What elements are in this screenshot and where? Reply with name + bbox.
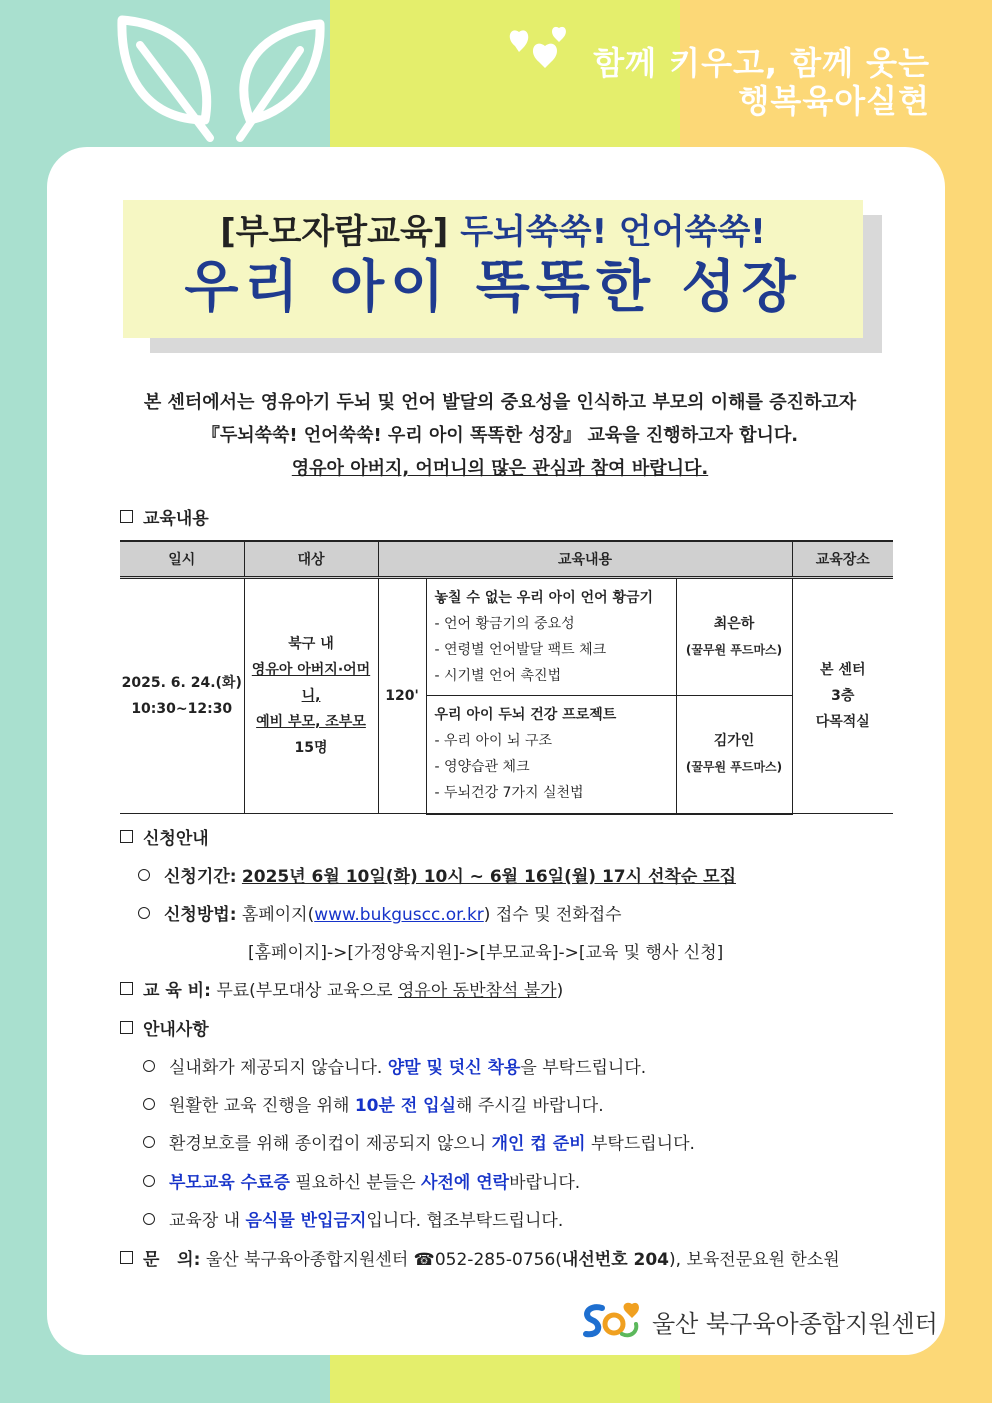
intro-line3: 영유아 아버지, 어머니의 많은 관심과 참여 바랍니다. [291, 458, 709, 479]
cell-instructor1: 최은하 (꿀무원 푸드마스) [676, 578, 792, 696]
header-place: 교육장소 [792, 541, 893, 578]
bullet-circle-icon [143, 1060, 155, 1072]
title-box [123, 200, 863, 338]
slogan [593, 44, 930, 120]
apply-method: 신청방법: 홈페이지(www.bukguscc.or.kr) 접수 및 전화접수 [138, 900, 622, 925]
table-header-row [120, 541, 893, 578]
cell-duration: 120' [378, 578, 426, 814]
notice-item-3: 환경보호를 위해 종이컵이 제공되지 않으니 개인 컵 준비 부탁드립니다. [143, 1129, 695, 1154]
apply-method-path: [홈페이지]->[가정양육지원]->[부모교육]->[교육 및 행사 신청] [248, 943, 724, 963]
notice-item-1: 실내화가 제공되지 않습니다. 양말 및 덧신 착용을 부탁드립니다. [143, 1053, 646, 1078]
contact-line: 문 의: 울산 북구육아종합지원센터 ☎052-285-0756(내선번호 204), 보육전문요원 한소원 [120, 1245, 840, 1270]
hearts-icon [505, 22, 575, 72]
checkbox-square-icon [120, 1021, 133, 1034]
checkbox-square-icon [120, 982, 133, 995]
title-prefix: [부모자람교육] [220, 212, 449, 252]
bullet-circle-icon [143, 1136, 155, 1148]
intro-text [100, 386, 900, 485]
checkbox-square-icon [120, 510, 133, 523]
cell-session2: 우리 아이 두뇌 건강 프로젝트 - 우리 아이 뇌 구조 - 영양습관 체크 - 두뇌건강 7가지 실천법 [426, 696, 676, 814]
section-notice-heading: 안내사항 [120, 1015, 209, 1040]
intro-line1: 본 센터에서는 영유아기 두뇌 및 언어 발달의 중요성을 인식하고 부모의 이해를 증진하고자 [143, 392, 857, 413]
cell-place: 본 센터 3층 다목적실 [792, 578, 893, 814]
notice-item-4: 부모교육 수료증 필요하신 분들은 사전에 연락바랍니다. [143, 1168, 580, 1193]
bullet-circle-icon [143, 1098, 155, 1110]
title-highlight: 두뇌쑥쑥! 언어쑥쑥! [460, 212, 766, 252]
header-content: 교육내용 [378, 541, 792, 578]
checkbox-square-icon [120, 830, 133, 843]
homepage-link[interactable]: www.bukguscc.or.kr [314, 905, 484, 925]
cell-session1: 놓칠 수 없는 우리 아이 언어 황금기 - 언어 황금기의 중요성 - 연령별 언어발달 팩트 체크 - 시기별 언어 촉진법 [426, 578, 676, 696]
fee-line: 교 육 비: 무료(부모대상 교육으로 영유아 동반참석 불가) [120, 976, 563, 1001]
title-main: 우리 아이 똑똑한 성장 [184, 255, 802, 320]
section-content-heading: 교육내용 [120, 504, 209, 529]
intro-line2: 『두뇌쑥쑥! 언어쑥쑥! 우리 아이 똑똑한 성장』 교육을 진행하고자 합니다. [201, 425, 799, 446]
bullet-circle-icon [138, 907, 150, 919]
bullet-circle-icon [143, 1175, 155, 1187]
slogan-line2: 행복육아실현 [738, 82, 930, 120]
apply-period: 신청기간: 2025년 6월 10일(화) 10시 ~ 6월 16일(월) 17시 선착순 모집 [138, 862, 736, 887]
title-line1 [123, 210, 863, 254]
header-date: 일시 [120, 541, 244, 578]
section-apply-heading: 신청안내 [120, 824, 209, 849]
footer-logo [580, 1300, 938, 1342]
cell-instructor2: 김가인 (꿀무원 푸드마스) [676, 696, 792, 814]
bullet-circle-icon [138, 869, 150, 881]
header-target: 대상 [244, 541, 378, 578]
checkbox-square-icon [120, 1251, 133, 1264]
education-table [120, 540, 893, 815]
cell-target: 북구 내 영유아 아버지·어머니, 예비 부모, 조부모 15명 [244, 578, 378, 814]
notice-item-5: 교육장 내 음식물 반입금지입니다. 협조부탁드립니다. [143, 1206, 563, 1231]
slogan-line1: 함께 키우고, 함께 웃는 [593, 44, 930, 82]
leaf-icon [110, 10, 330, 150]
table-row [120, 578, 893, 696]
bullet-circle-icon [143, 1213, 155, 1225]
notice-item-2: 원활한 교육 진행을 위해 10분 전 입실해 주시길 바랍니다. [143, 1091, 604, 1116]
apply-period-value: 2025년 6월 10일(화) 10시 ~ 6월 16일(월) 17시 선착순 모집 [241, 867, 737, 887]
footer-org-name: 울산 북구육아종합지원센터 [652, 1309, 938, 1338]
center-logo-icon [580, 1300, 642, 1342]
cell-date: 2025. 6. 24.(화) 10:30~12:30 [120, 578, 244, 814]
